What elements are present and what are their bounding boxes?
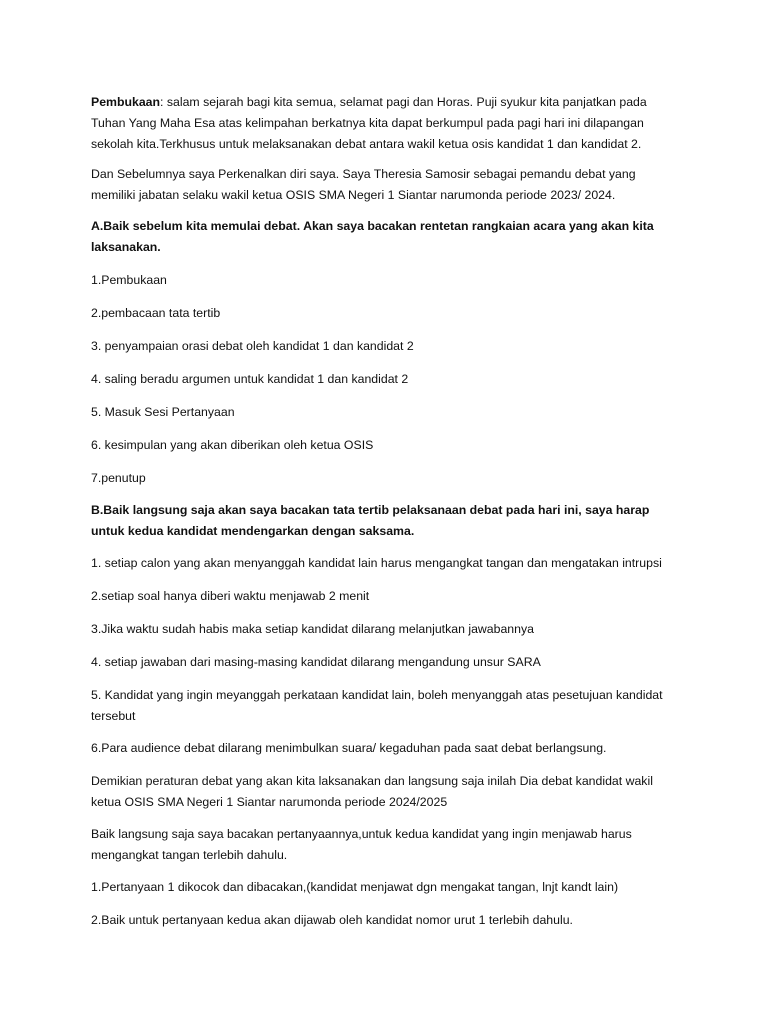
closing-rules-paragraph: Demikian peraturan debat yang akan kita laksanakan dan langsung saja inilah Dia debat kandidat wakil ketua OSIS SMA Negeri 1 Siantar narumonda periode 2024/2025 [91,774,653,809]
section-a-heading: A.Baik sebelum kita memulai debat. Akan saya bacakan rentetan rangkaian acara yang akan kita laksanakan. [91,219,654,254]
rule-item: 5. Kandidat yang ingin meyanggah perkataan kandidat lain, boleh menyanggah atas pesetujuan kandidat tersebut [91,688,663,723]
rule-item: 2.setiap soal hanya diberi waktu menjawab 2 menit [91,589,370,603]
rule-item: 4. setiap jawaban dari masing-masing kandidat dilarang mengandung unsur SARA [91,655,541,669]
intro-paragraph: Dan Sebelumnya saya Perkenalkan diri saya. Saya Theresia Samosir sebagai pemandu debat yang memiliki jabatan selaku wakil ketua OSIS SMA Negeri 1 Siantar narumonda periode 2023/ 2024. [91,167,636,202]
question-intro-paragraph: Baik langsung saja saya bacakan pertanyaannya,untuk kedua kandidat yang ingin menjawab harus mengangkat tangan terlebih dahulu. [91,827,632,862]
opening-text: : salam sejarah bagi kita semua, selamat pagi dan Horas. Puji syukur kita panjatkan pada Tuhan Yang Maha Esa atas kelimpahan berkatnya kita dapat berkumpul pada pagi hari ini dilapangan sekolah kita.Terkhusus untuk melaksanakan debat antara wakil ketua osis kandidat 1 dan kandidat 2. [91,95,647,151]
agenda-item: 2.pembacaan tata tertib [91,306,221,320]
agenda-item: 7.penutup [91,471,146,485]
opening-paragraph [91,92,683,155]
opening-label: Pembukaan [91,95,161,109]
agenda-item: 4. saling beradu argumen untuk kandidat 1 dan kandidat 2 [91,372,409,386]
rule-item: 6.Para audience debat dilarang menimbulkan suara/ kegaduhan pada saat debat berlangsung. [91,741,607,755]
agenda-item: 1.Pembukaan [91,273,167,287]
agenda-item: 5. Masuk Sesi Pertanyaan [91,405,235,419]
question-item: 1.Pertanyaan 1 dikocok dan dibacakan,(kandidat menjawat dgn mengakat tangan, lnjt kandt lain) [91,880,619,894]
agenda-item: 3. penyampaian orasi debat oleh kandidat 1 dan kandidat 2 [91,339,414,353]
section-b-heading: B.Baik langsung saja akan saya bacakan tata tertib pelaksanaan debat pada hari ini, saya harap untuk kedua kandidat mendengarkan dengan saksama. [91,503,650,538]
agenda-item: 6. kesimpulan yang akan diberikan oleh ketua OSIS [91,438,374,452]
question-item: 2.Baik untuk pertanyaan kedua akan dijawab oleh kandidat nomor urut 1 terlebih dahulu. [91,913,573,927]
rule-item: 3.Jika waktu sudah habis maka setiap kandidat dilarang melanjutkan jawabannya [91,622,534,636]
rule-item: 1. setiap calon yang akan menyanggah kandidat lain harus mengangkat tangan dan mengatakan intrupsi [91,556,662,570]
